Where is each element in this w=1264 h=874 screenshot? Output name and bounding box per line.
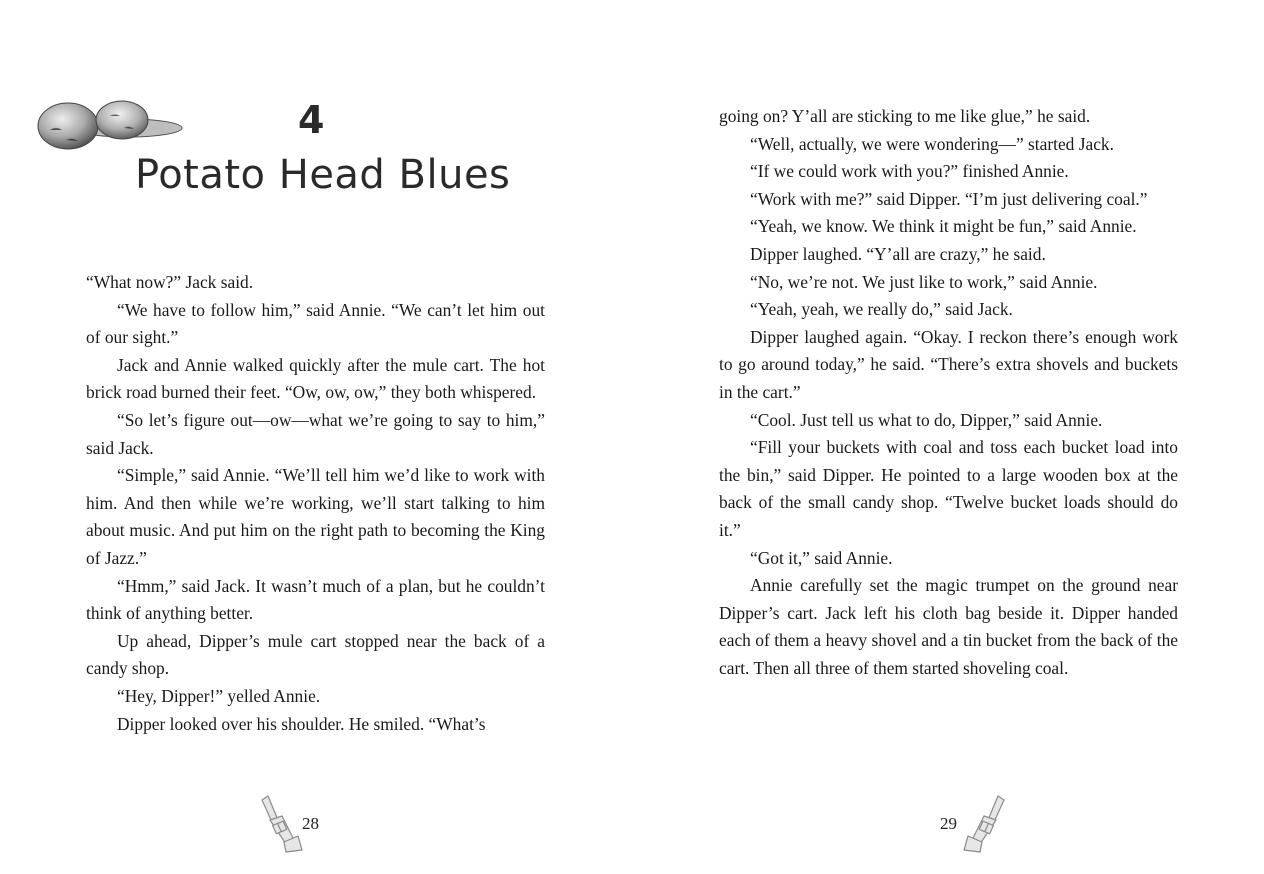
paragraph: “So let’s figure out—ow—what we’re going to say to him,” said Jack.: [86, 409, 545, 458]
paragraph: “Simple,” said Annie. “We’ll tell him we’d like to work with him. And then while we’re working, we’ll start talking to him about music. And put him on the right path to becoming the King of Jazz.”: [86, 465, 545, 568]
page-number: 28: [302, 814, 319, 833]
potatoes-illustration-icon: [36, 96, 186, 156]
right-page: [632, 0, 1264, 874]
chapter-title: Potato Head Blues: [135, 152, 511, 198]
paragraph: “Well, actually, we were wondering—” started Jack.: [750, 133, 1114, 154]
paragraph: Dipper laughed again. “Okay. I reckon there’s enough work to go around today,” he said. “There’s extra shovels and buckets in the cart.”: [719, 326, 1178, 402]
chapter-number: 4: [298, 98, 325, 142]
right-page-text: [719, 103, 1178, 682]
paragraph: “What now?” Jack said.: [86, 272, 254, 292]
paragraph: Annie carefully set the magic trumpet on the ground near Dipper’s cart. Jack left his cloth bag beside it. Dipper handed each of them a heavy shovel and a tin bucket from the back of the cart. Then all three of them started shoveling coal.: [719, 575, 1178, 678]
paragraph: Jack and Annie walked quickly after the mule cart. The hot brick road burned their feet. “Ow, ow, ow,” they both whispered.: [86, 354, 545, 403]
paragraph: Up ahead, Dipper’s mule cart stopped near the back of a candy shop.: [86, 630, 545, 679]
left-page-text: [86, 269, 545, 738]
paragraph: “Hey, Dipper!” yelled Annie.: [117, 685, 321, 706]
paragraph: “Got it,” said Annie.: [750, 547, 893, 568]
paragraph: “Hmm,” said Jack. It wasn’t much of a plan, but he couldn’t think of anything better.: [86, 575, 545, 624]
paragraph: going on? Y’all are sticking to me like glue,” he said.: [719, 106, 1091, 126]
paragraph: “Yeah, we know. We think it might be fun,” said Annie.: [750, 216, 1137, 237]
paragraph: “No, we’re not. We just like to work,” said Annie.: [750, 271, 1098, 292]
trumpet-icon: [962, 794, 1010, 854]
paragraph: Dipper laughed. “Y’all are crazy,” he said.: [750, 243, 1046, 264]
paragraph: “Work with me?” said Dipper. “I’m just delivering coal.”: [750, 188, 1148, 209]
paragraph: “If we could work with you?” finished Annie.: [750, 161, 1069, 182]
paragraph: “We have to follow him,” said Annie. “We can’t let him out of our sight.”: [86, 299, 545, 348]
paragraph: Dipper looked over his shoulder. He smiled. “What’s: [117, 713, 486, 734]
paragraph: “Yeah, yeah, we really do,” said Jack.: [750, 299, 1013, 320]
paragraph: “Cool. Just tell us what to do, Dipper,” said Annie.: [750, 409, 1103, 430]
trumpet-icon: [256, 794, 304, 854]
page-number: 29: [940, 814, 957, 833]
paragraph: “Fill your buckets with coal and toss each bucket load into the bin,” said Dipper. He pointed to a large wooden box at the back of the small candy shop. “Twelve bucket loads should do it.”: [719, 437, 1178, 540]
